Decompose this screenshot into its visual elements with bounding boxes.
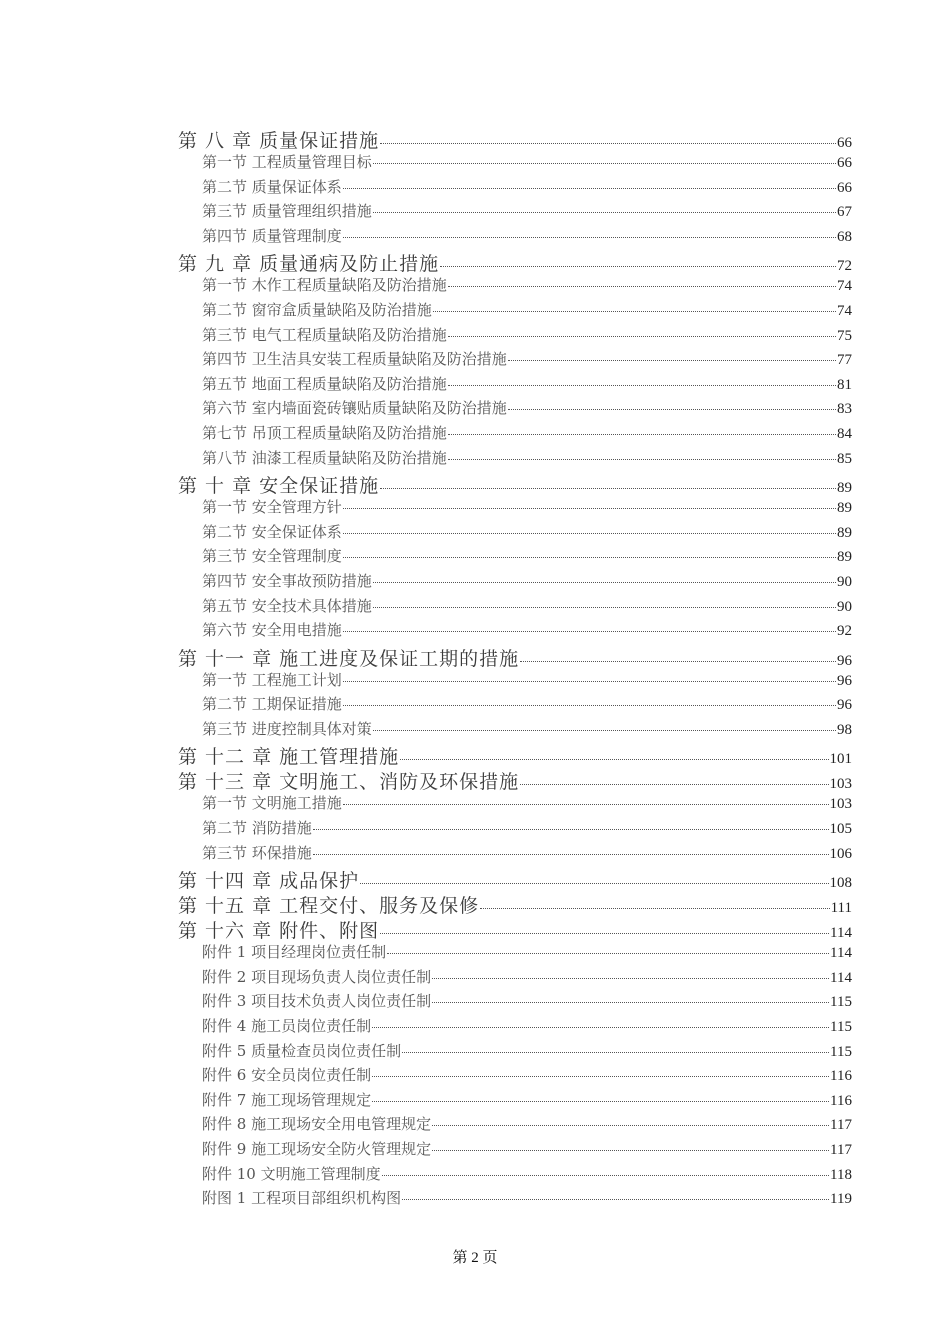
toc-entry-title: 第二节 安全保证体系	[202, 522, 342, 541]
toc-chapter-entry[interactable]	[178, 644, 852, 669]
dot-leader	[313, 829, 829, 830]
toc-entry-title: 第 十六 章 附件、附图	[178, 920, 380, 943]
dot-leader	[373, 212, 836, 213]
toc-entry-title: 第四节 安全事故预防措施	[202, 571, 372, 590]
toc-section-entry[interactable]	[178, 496, 852, 521]
toc-entry-title: 附件 5 质量检查员岗位责任制	[202, 1041, 402, 1060]
dot-leader	[373, 607, 836, 608]
toc-entry-page-number: 115	[830, 994, 852, 1011]
dot-leader	[343, 681, 836, 682]
toc-entry-title: 第五节 安全技术具体措施	[202, 596, 372, 615]
toc-entry-title: 第二节 窗帘盒质量缺陷及防治措施	[202, 300, 432, 319]
toc-section-entry[interactable]	[178, 1187, 852, 1212]
toc-entry-page-number: 85	[837, 450, 852, 467]
toc-entry-page-number: 116	[830, 1068, 852, 1085]
dot-leader	[440, 266, 836, 267]
dot-leader	[432, 1125, 829, 1126]
toc-entry-title: 第三节 电气工程质量缺陷及防治措施	[202, 325, 447, 344]
toc-section-entry[interactable]	[178, 1089, 852, 1114]
toc-entry-title: 第六节 室内墙面瓷砖镶贴质量缺陷及防治措施	[202, 399, 507, 418]
toc-section-entry[interactable]	[178, 176, 852, 201]
toc-entry-page-number: 103	[829, 796, 852, 813]
toc-entry-page-number: 66	[837, 179, 852, 196]
toc-entry-title: 第 十 章 安全保证措施	[178, 475, 380, 498]
toc-entry-page-number: 74	[837, 278, 852, 295]
toc-entry-title: 第六节 安全用电措施	[202, 621, 342, 640]
dot-leader	[343, 557, 836, 558]
dot-leader	[343, 237, 836, 238]
toc-entry-page-number: 118	[830, 1166, 852, 1183]
toc-entry-title: 附件 2 项目现场负责人岗位责任制	[202, 967, 432, 986]
toc-section-entry[interactable]	[178, 990, 852, 1015]
toc-section-entry[interactable]	[178, 200, 852, 225]
toc-entry-page-number: 83	[837, 401, 852, 418]
toc-section-entry[interactable]	[178, 521, 852, 546]
toc-entry-title: 第一节 文明施工措施	[202, 794, 342, 813]
toc-entry-title: 附件 10 文明施工管理制度	[202, 1164, 381, 1183]
toc-entry-title: 第二节 工期保证措施	[202, 695, 342, 714]
toc-entry-title: 第 九 章 质量通病及防止措施	[178, 253, 440, 276]
dot-leader	[433, 311, 836, 312]
dot-leader	[448, 286, 836, 287]
toc-entry-title: 附件 9 施工现场安全防火管理规定	[202, 1140, 432, 1158]
dot-leader	[480, 908, 829, 909]
toc-entry-page-number: 92	[837, 623, 852, 640]
toc-entry-title: 附件 3 项目技术负责人岗位责任制	[202, 992, 432, 1011]
toc-entry-page-number: 105	[829, 821, 852, 838]
toc-entry-page-number: 119	[830, 1191, 852, 1208]
toc-entry-page-number: 115	[830, 1019, 852, 1036]
toc-entry-title: 第三节 环保措施	[202, 843, 312, 862]
toc-section-entry[interactable]	[178, 595, 852, 620]
dot-leader	[343, 631, 836, 632]
dot-leader	[387, 953, 829, 954]
dot-leader	[343, 804, 829, 805]
toc-entry-page-number: 96	[837, 652, 852, 669]
toc-section-entry[interactable]	[178, 1015, 852, 1040]
toc-section-entry[interactable]	[178, 1040, 852, 1065]
toc-entry-title: 第八节 油漆工程质量缺陷及防治措施	[202, 448, 447, 467]
dot-leader	[373, 582, 836, 583]
toc-section-entry[interactable]	[178, 545, 852, 570]
toc-entry-page-number: 114	[830, 925, 852, 942]
dot-leader	[380, 143, 836, 144]
toc-section-entry[interactable]	[178, 225, 852, 250]
toc-entry-title: 第四节 质量管理制度	[202, 226, 342, 245]
dot-leader	[448, 336, 836, 337]
dot-leader	[380, 488, 836, 489]
toc-entry-page-number: 67	[837, 204, 852, 221]
toc-entry-title: 第一节 安全管理方针	[202, 498, 342, 517]
toc-entry-title: 附件 4 施工员岗位责任制	[202, 1017, 372, 1036]
toc-entry-page-number: 111	[830, 900, 852, 917]
toc-entry-page-number: 116	[830, 1092, 852, 1109]
toc-entry-page-number: 89	[837, 500, 852, 517]
toc-entry-page-number: 114	[830, 969, 852, 986]
toc-entry-page-number: 101	[829, 751, 852, 768]
dot-leader	[343, 188, 836, 189]
dot-leader	[402, 1199, 829, 1200]
toc-entry-page-number: 89	[837, 549, 852, 566]
dot-leader	[448, 434, 836, 435]
toc-entry-page-number: 68	[837, 228, 852, 245]
toc-entry-title: 第 十二 章 施工管理措施	[178, 746, 400, 769]
toc-entry-page-number: 108	[829, 875, 852, 892]
page-number-footer: 第 2 页	[452, 1250, 498, 1266]
toc-chapter-entry[interactable]	[178, 249, 852, 274]
toc-entry-page-number: 81	[837, 376, 852, 393]
toc-section-entry[interactable]	[178, 570, 852, 595]
toc-section-entry[interactable]	[178, 324, 852, 349]
toc-entry-page-number: 66	[837, 155, 852, 171]
toc-entry-title: 第 十三 章 文明施工、消防及环保措施	[178, 771, 520, 794]
dot-leader	[372, 1076, 829, 1077]
toc-entry-title: 第 十五 章 工程交付、服务及保修	[178, 895, 480, 918]
toc-entry-page-number: 114	[830, 945, 852, 962]
toc-section-entry[interactable]	[178, 348, 852, 373]
toc-section-entry[interactable]	[178, 1064, 852, 1089]
toc-entry-title: 附件 7 施工现场管理规定	[202, 1090, 372, 1109]
toc-entry-title: 第四节 卫生洁具安装工程质量缺陷及防治措施	[202, 350, 507, 369]
toc-section-entry[interactable]	[178, 373, 852, 398]
toc-entry-title: 第 十四 章 成品保护	[178, 870, 360, 893]
toc-entry-page-number: 89	[837, 524, 852, 541]
dot-leader	[520, 661, 836, 662]
toc-section-entry[interactable]	[178, 941, 852, 966]
toc-section-entry[interactable]	[178, 447, 852, 472]
toc-chapter-entry[interactable]	[178, 916, 852, 941]
toc-chapter-entry[interactable]	[178, 767, 852, 792]
table-of-contents	[178, 126, 852, 1212]
toc-section-entry[interactable]	[178, 1138, 852, 1163]
toc-entry-page-number: 106	[829, 845, 852, 862]
dot-leader	[508, 409, 836, 410]
toc-section-entry[interactable]	[178, 693, 852, 718]
toc-section-entry[interactable]	[178, 299, 852, 324]
toc-entry-title: 第五节 地面工程质量缺陷及防治措施	[202, 374, 447, 393]
toc-section-entry[interactable]	[178, 1113, 852, 1138]
toc-chapter-entry[interactable]	[178, 891, 852, 916]
dot-leader	[432, 978, 829, 979]
dot-leader	[343, 533, 836, 534]
toc-chapter-entry[interactable]	[178, 126, 852, 151]
dot-leader	[373, 730, 836, 731]
dot-leader	[400, 759, 828, 760]
toc-section-entry[interactable]	[178, 397, 852, 422]
toc-entry-title: 附件 8 施工现场安全用电管理规定	[202, 1115, 432, 1134]
toc-entry-page-number: 103	[829, 776, 852, 793]
toc-section-entry[interactable]	[178, 422, 852, 447]
toc-chapter-entry[interactable]	[178, 471, 852, 496]
toc-entry-title: 第七节 吊顶工程质量缺陷及防治措施	[202, 423, 447, 442]
toc-entry-title: 附件 6 安全员岗位责任制	[202, 1066, 372, 1085]
dot-leader	[432, 1150, 829, 1151]
toc-section-entry[interactable]	[178, 1163, 852, 1188]
toc-entry-page-number: 115	[830, 1043, 852, 1060]
dot-leader	[343, 508, 836, 509]
toc-entry-page-number: 75	[837, 327, 852, 344]
toc-section-entry[interactable]	[178, 966, 852, 991]
dot-leader	[448, 385, 836, 386]
toc-entry-page-number: 84	[837, 425, 852, 442]
toc-entry-title: 第三节 质量管理组织措施	[202, 202, 372, 221]
toc-entry-page-number: 66	[837, 135, 852, 151]
toc-entry-page-number: 89	[837, 480, 852, 497]
toc-entry-title: 第三节 安全管理制度	[202, 547, 342, 566]
toc-entry-page-number: 96	[837, 697, 852, 714]
toc-entry-title: 第三节 进度控制具体对策	[202, 719, 372, 738]
toc-entry-page-number: 117	[830, 1142, 852, 1158]
toc-entry-page-number: 98	[837, 721, 852, 738]
toc-entry-title: 第一节 工程施工计划	[202, 670, 342, 689]
dot-leader	[372, 1027, 829, 1028]
dot-leader	[402, 1052, 829, 1053]
toc-section-entry[interactable]	[178, 817, 852, 842]
dot-leader	[313, 854, 829, 855]
dot-leader	[372, 1101, 829, 1102]
dot-leader	[380, 933, 829, 934]
toc-entry-page-number: 74	[837, 302, 852, 319]
toc-entry-page-number: 90	[837, 573, 852, 590]
toc-section-entry[interactable]	[178, 718, 852, 743]
toc-entry-page-number: 117	[830, 1117, 852, 1134]
toc-entry-title: 附图 1 工程项目部组织机构图	[202, 1189, 402, 1208]
toc-section-entry[interactable]	[178, 619, 852, 644]
toc-chapter-entry[interactable]	[178, 866, 852, 891]
toc-entry-page-number: 96	[837, 672, 852, 689]
toc-entry-title: 第二节 质量保证体系	[202, 177, 342, 196]
dot-leader	[382, 1175, 829, 1176]
toc-section-entry[interactable]	[178, 669, 852, 694]
dot-leader	[373, 163, 836, 164]
toc-chapter-entry[interactable]	[178, 742, 852, 767]
dot-leader	[360, 883, 828, 884]
toc-entry-title: 附件 1 项目经理岗位责任制	[202, 943, 387, 962]
toc-entry-title: 第一节 木作工程质量缺陷及防治措施	[202, 276, 447, 295]
toc-section-entry[interactable]	[178, 842, 852, 867]
dot-leader	[448, 459, 836, 460]
toc-section-entry[interactable]	[178, 792, 852, 817]
toc-entry-title: 第 八 章 质量保证措施	[178, 130, 380, 152]
dot-leader	[432, 1002, 829, 1003]
toc-entry-title: 第一节 工程质量管理目标	[202, 153, 372, 171]
toc-entry-title: 第 十一 章 施工进度及保证工期的措施	[178, 647, 520, 670]
toc-section-entry[interactable]	[178, 274, 852, 299]
toc-entry-page-number: 72	[837, 258, 852, 275]
toc-entry-page-number: 77	[837, 352, 852, 369]
toc-section-entry[interactable]	[178, 151, 852, 176]
dot-leader	[508, 360, 836, 361]
toc-entry-title: 第二节 消防措施	[202, 819, 312, 838]
dot-leader	[343, 705, 836, 706]
dot-leader	[520, 784, 828, 785]
toc-entry-page-number: 90	[837, 598, 852, 615]
